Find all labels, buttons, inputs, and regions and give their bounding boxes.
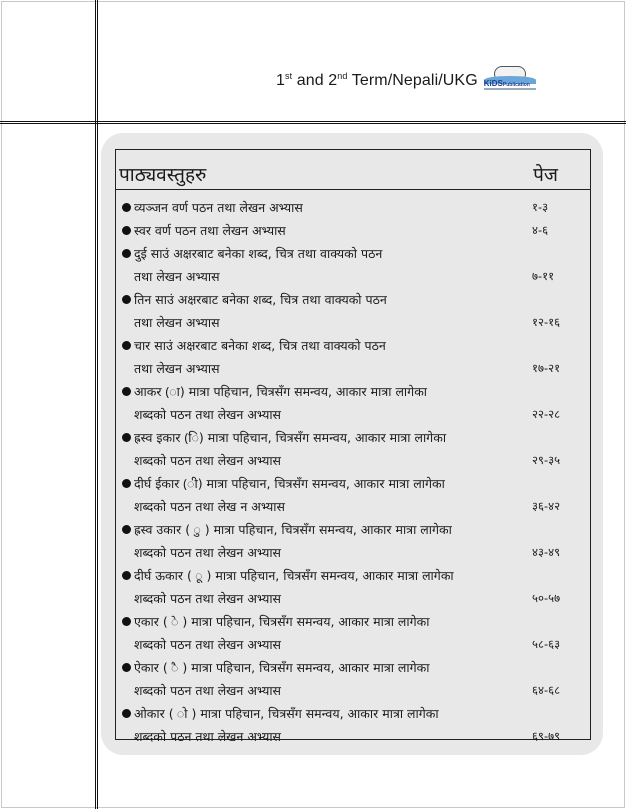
toc-item-text: दीर्घ ईकार (ी) मात्रा पहिचान, चित्रसँग समन्वय, आकार मात्रा लागेका	[134, 476, 445, 491]
title-part: and 2	[292, 71, 338, 89]
toc-item-pages: ५८-६३	[532, 637, 561, 651]
bullet-icon	[122, 295, 131, 304]
logo-tagline	[484, 88, 536, 90]
toc-item-text-cont: शब्दको पठन तथा लेख न अभ्यास	[134, 499, 285, 514]
toc-item-pages: १-३	[532, 200, 549, 214]
toc-item-pages: ७-११	[532, 269, 555, 283]
title-sup: st	[285, 70, 293, 81]
kids-publication-logo	[484, 66, 536, 94]
toc-item-text-cont: शब्दको पठन तथा लेखन अभ्यास	[134, 637, 282, 652]
toc-item-text-cont: तथा लेखन अभ्यास	[134, 269, 220, 284]
bullet-icon	[122, 341, 131, 350]
toc-item-text-cont: शब्दको पठन तथा लेखन अभ्यास	[134, 545, 282, 560]
logo-sub-text: Publication	[502, 82, 530, 88]
logo-brand-text: KiDS	[483, 79, 503, 88]
toc-item-pages: ३६-४२	[532, 499, 561, 513]
toc-page-heading: पेज	[533, 164, 558, 186]
toc-item-text: ह्रस्व उकार ( ु ) मात्रा पहिचान, चित्रसँग समन्वय, आकार मात्रा लागेका	[134, 522, 452, 537]
toc-item-pages: ४-६	[532, 223, 549, 237]
toc-item-pages: १२-१६	[532, 315, 561, 329]
toc-item-pages: ५०-५७	[532, 591, 561, 605]
toc-item-text: ओकार ( ो ) मात्रा पहिचान, चित्रसँग समन्वय, आकार मात्रा लागेका	[134, 706, 439, 721]
toc-item-text-cont: शब्दको पठन तथा लेखन अभ्यास	[134, 683, 282, 698]
bullet-icon	[122, 249, 131, 258]
title-part: 1	[276, 71, 285, 89]
bullet-icon	[122, 433, 131, 442]
bullet-icon	[122, 709, 131, 718]
toc-item-text-cont: तथा लेखन अभ्यास	[134, 315, 220, 330]
toc-item-text: ह्रस्व इकार (ि) मात्रा पहिचान, चित्रसँग समन्वय, आकार मात्रा लागेका	[134, 430, 447, 445]
header-title	[276, 71, 478, 90]
toc-item-text: व्यञ्जन वर्ण पठन तथा लेखन अभ्यास	[134, 200, 303, 215]
toc-item-text: तिन साउं अक्षरबाट बनेका शब्द, चित्र तथा वाक्यको पठन	[134, 292, 387, 307]
toc-item-text-cont: शब्दको पठन तथा लेखन अभ्यास	[134, 453, 282, 468]
table-of-contents	[115, 149, 591, 744]
toc-item-text: आकर (ा) मात्रा पहिचान, चित्रसँग समन्वय, आकार मात्रा लागेका	[134, 384, 428, 399]
logo-brand	[484, 79, 530, 88]
horizontal-rule	[0, 121, 626, 124]
toc-item-text-cont: शब्दको पठन तथा लेखन अभ्यास	[134, 591, 282, 606]
toc-item-text: दीर्घ ऊकार ( ू ) मात्रा पहिचान, चित्रसँग समन्वय, आकार मात्रा लागेका	[134, 568, 454, 583]
toc-item-text-cont: तथा लेखन अभ्यास	[134, 361, 220, 376]
bullet-icon	[122, 663, 131, 672]
bullet-icon	[122, 203, 131, 212]
toc-item-text: दुई साउं अक्षरबाट बनेका शब्द, चित्र तथा वाक्यको पठन	[134, 246, 383, 261]
bullet-icon	[122, 387, 131, 396]
toc-item-pages: १७-२१	[532, 361, 561, 375]
bullet-icon	[122, 525, 131, 534]
toc-item-text: एकार ( े ) मात्रा पहिचान, चित्रसँग समन्वय, आकार मात्रा लागेका	[134, 614, 430, 629]
bullet-icon	[122, 479, 131, 488]
toc-item-text: ऐकार ( ै ) मात्रा पहिचान, चित्रसँग समन्वय, आकार मात्रा लागेका	[134, 660, 430, 675]
title-part: Term/Nepali/UKG	[347, 71, 478, 89]
toc-item-text-cont: शब्दको पठन तथा लेखन अभ्यास	[134, 729, 282, 744]
toc-item-pages: २९-३५	[532, 453, 561, 467]
toc-item-pages: ६९-७९	[532, 729, 561, 743]
toc-item-pages: ६४-६८	[532, 683, 561, 697]
toc-item-text-cont: शब्दको पठन तथा लेखन अभ्यास	[134, 407, 282, 422]
toc-header	[116, 150, 590, 190]
title-sup: nd	[337, 70, 348, 81]
toc-item-pages: २२-२८	[532, 407, 561, 421]
bullet-icon	[122, 617, 131, 626]
bullet-icon	[122, 226, 131, 235]
toc-item-pages: ४३-४९	[532, 545, 561, 559]
bullet-icon	[122, 571, 131, 580]
toc-item-text: चार साउं अक्षरबाट बनेका शब्द, चित्र तथा वाक्यको पठन	[134, 338, 386, 353]
toc-heading: पाठ्यवस्तुहरु	[119, 164, 207, 186]
page-header	[276, 66, 536, 94]
toc-item-text: स्वर वर्ण पठन तथा लेखन अभ्यास	[134, 223, 286, 238]
